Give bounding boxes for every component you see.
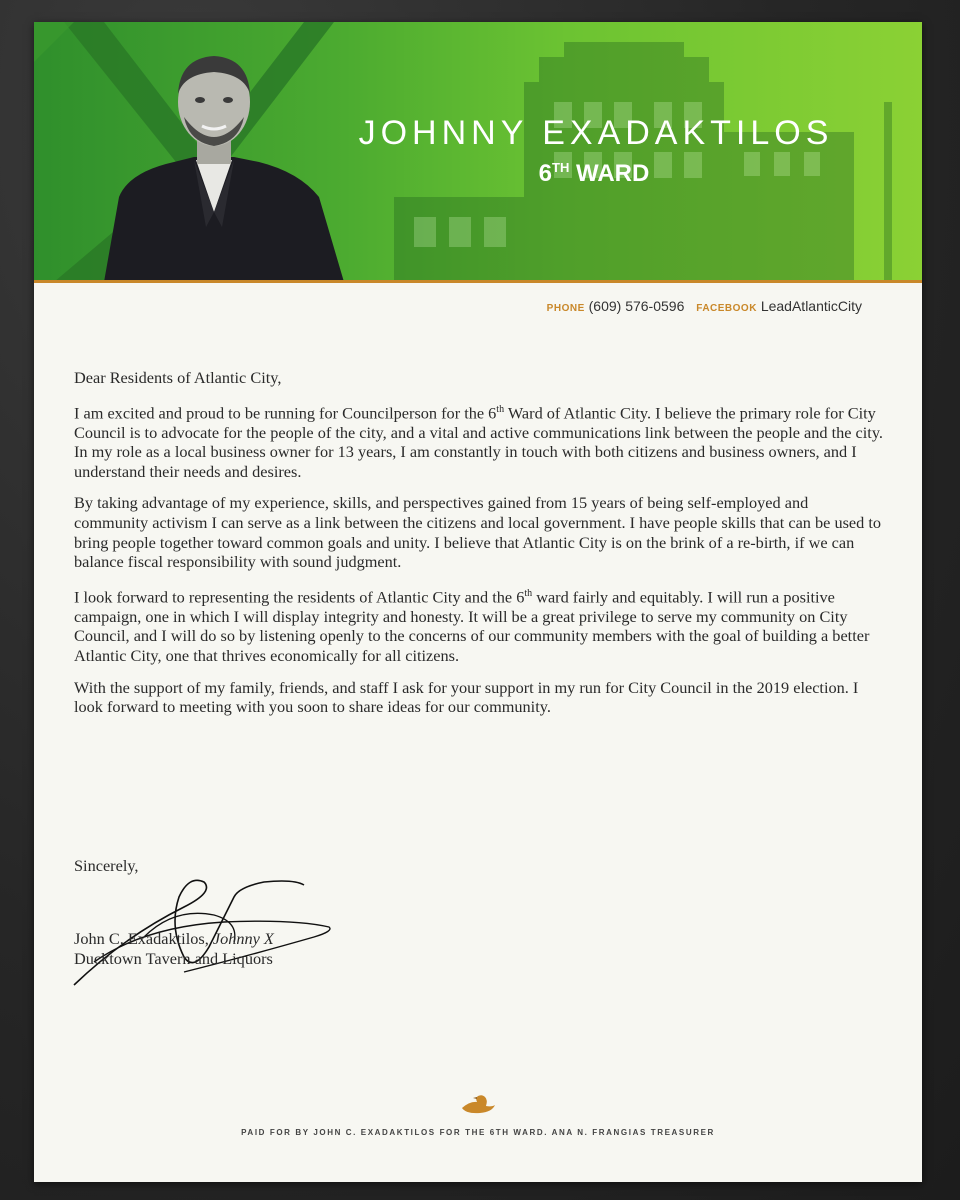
closing: Sincerely,: [74, 856, 139, 875]
paragraph-1-sup: th: [496, 403, 505, 415]
contact-line: [547, 298, 870, 314]
phone-number: (609) 576-0596: [588, 298, 685, 314]
signer-nickname: Johnny X: [212, 929, 274, 948]
handwritten-signature: [64, 867, 344, 987]
paragraph-3-sup: th: [524, 587, 533, 599]
corner-shape: [34, 22, 74, 62]
letter-sheet: [34, 22, 922, 1182]
paragraph-1-end: Ward of Atlantic City. I believe the primary role for City Council is to advocate for the people of the city, and a vital and active communications link between the people and the city. In my role as a local business owner for 13 years, I am constantly in touch with both citizens and business owners, and I understand their needs and desires.: [74, 403, 883, 481]
duck-icon: [458, 1092, 498, 1116]
ward-word: WARD: [576, 160, 650, 187]
banner-divider: [34, 280, 922, 283]
ward-suffix: TH: [552, 160, 570, 175]
signer-name: John C. Exadaktilos,: [74, 929, 213, 948]
paragraph-1-start: I am excited and proud to be running for Councilperson for the 6: [74, 403, 497, 423]
signature-block: [74, 929, 274, 969]
paragraph-3-start: I look forward to representing the residents of Atlantic City and the 6: [74, 587, 525, 607]
paid-for-disclaimer: PAID FOR BY JOHN C. EXADAKTILOS FOR THE 6TH WARD. ANA N. FRANGIAS TREASURER: [241, 1128, 715, 1137]
paragraph-1: [74, 400, 886, 482]
paragraph-2: By taking advantage of my experience, skills, and perspectives gained from 15 years of being self-employed and community activism I can serve as a link between the citizens and local government. I have people skills that can be used to bring people together toward common goals and unity. I believe that Atlantic City is on the brink of a re-birth, if we can balance fiscal responsibility with sound judgment.: [74, 493, 882, 572]
letter-body: [74, 368, 886, 729]
facebook-handle: LeadAtlanticCity: [760, 298, 862, 314]
signer-business: Ducktown Tavern and Liquors: [74, 949, 273, 968]
ward-number: 6: [538, 160, 552, 187]
ward-title: [514, 160, 674, 188]
facebook-label: FACEBOOK: [696, 303, 757, 314]
salutation: Dear Residents of Atlantic City,: [74, 368, 282, 387]
paragraph-3: [74, 584, 886, 666]
candidate-name: JOHNNY EXADAKTILOS: [358, 114, 834, 152]
phone-label: PHONE: [546, 303, 585, 314]
header-banner: [34, 22, 922, 282]
signer-line: [74, 929, 274, 949]
paragraph-4: With the support of my family, friends, and staff I ask for your support in my run for City Council in the 2019 election. I look forward to meeting with you soon to share ideas for our community.: [74, 677, 859, 717]
paragraph-3-end: ward fairly and equitably. I will run a positive campaign, one in which I will display integrity and honesty. It will be a great privilege to serve my community on City Council, and I will do so by listening openly to the concerns of our community members with the goal of building a better Atlantic City, one that thrives economically for all citizens.: [74, 587, 870, 665]
